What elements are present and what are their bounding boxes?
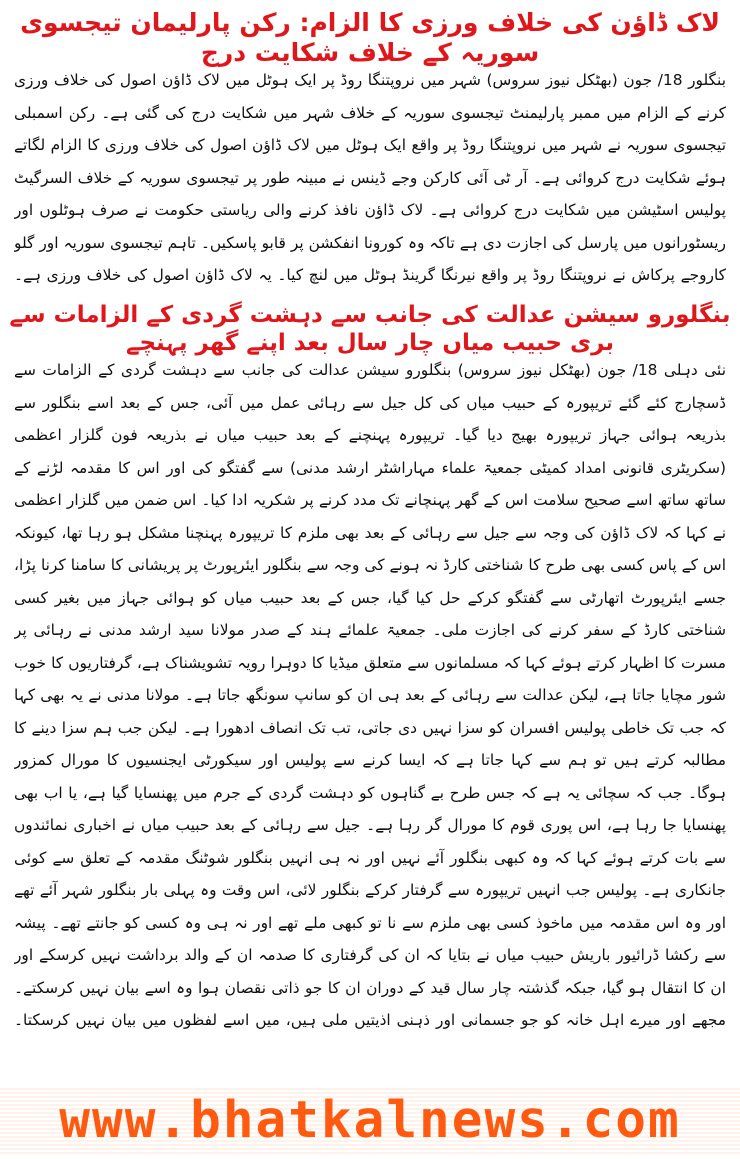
- article-2-headline: بنگلورو سیشن عدالت کی جانب سے دہشت گردی کے الزامات سے بری حبیب میاں چار سال بعد اپنے گھر پہنچے: [9, 302, 731, 356]
- article-2-body: نئی دہلی 18/ جون (بھٹکل نیوز سروس) بنگلورو سیشن عدالت کی جانب سے دہشت گردی کے الزامات سے ڈسچارج کئے گئے تریپورہ کے حبیب میاں کی کل جیل سے رہائی عمل میں آئی، جس کے بعد اسے بنگلور سے بذریعہ ہوائی جہاز تریپورہ بھیج دیا گیا۔ تریپورہ پہنچنے کے بعد حبیب میاں نے بذریعہ فون گلزار اعظمی (سکریٹری قانونی امداد کمیٹی جمعیۃ علماء مہاراشٹر ارشد مدنی) سے گفتگو کی اور اس کا مقدمہ لڑنے کے ساتھ ساتھ اسے صحیح سلامت اس کے گھر پہنچانے تک مدد کرنے پر شکریہ ادا کیا۔ اس ضمن میں گلزار اعظمی نے کہا کہ لاک ڈاؤن کی وجہ سے جیل سے رہائی کے بعد بھی ملزم کا تریپورہ پہنچنا مشکل ہو رہا تھا، کیونکہ اس کے پاس کسی بھی طرح کا شناختی کارڈ نہ ہونے کی وجہ سے بنگلور ایئرپورٹ پر پریشانی کا سامنا کرنا پڑا، جسے ایئرپورٹ اتھارٹی سے گفتگو کرکے حل کیا گیا، جس کے بعد حبیب میاں کو ہوائی جہاز میں بغیر کسی شناختی کارڈ کے سفر کرنے کی اجازت ملی۔ جمعیۃ علمائے ہند کے صدر مولانا سید ارشد مدنی نے رہائی پر مسرت کا اظہار کرتے ہوئے کہا کہ مسلمانوں سے متعلق میڈیا کا دوہرا رویہ تشویشناک ہے، گرفتاریوں کا خوب شور مچایا جاتا ہے، لیکن عدالت سے رہائی کے بعد ہی ان کو سانپ سونگھ جاتا ہے۔ مولانا مدنی نے یہ بھی کہا کہ جب تک خاطی پولیس افسران کو سزا نہیں دی جاتی، تب تک انصاف ادھورا ہے۔ لیکن جب ہم سزا دینے کا مطالبہ کرتے ہیں تو ہم سے کہا جاتا ہے کہ ایسا کرنے سے پولیس اور سیکورٹی ایجنسیوں کا مورال کمزور ہوگا۔ جب کہ سچائی یہ ہے کہ جس طرح بے گناہوں کو دہشت گردی کے جرم میں پھنسایا گیا ہے، یا اب بھی پھنسایا جا رہا ہے، اس پوری قوم کا مورال گر رہا ہے۔ جیل سے رہائی کے بعد حبیب میاں نے اخباری نمائندوں سے بات کرتے ہوئے کہا کہ وہ کبھی بنگلور آئے نہیں اور نہ ہی انہیں بنگلور شوٹنگ مقدمہ کے تعلق سے کوئی جانکاری ہے۔ پولیس جب انہیں تریپورہ سے گرفتار کرکے بنگلور لائی، اس وقت وہ پہلی بار بنگلور شہر آئے تھے اور وہ اس مقدمہ میں ماخوذ کسی بھی ملزم سے نا تو کبھی ملے تھے اور نہ ہی وہ کسی کو جانتے تھے۔ پیشہ سے رکشا ڈرائیور باریش حبیب میاں نے بتایا کہ ان کی گرفتاری کا صدمہ ان کے والد برداشت نہیں کرسکے اور ان کا انتقال ہو گیا، جبکہ گذشتہ چار سال قید کے دوران ان کا جو ذاتی نقصان ہوا وہ اسے بیان نہیں کرسکتے۔ مجھے اور میرے اہل خانہ کو جو جسمانی اور ذہنی اذیتیں ملی ہیں، میں اسے لفظوں میں بیان نہیں کرسکتا۔: [14, 361, 726, 1029]
- site-watermark: www.bhatkalnews.com: [0, 1086, 740, 1156]
- article-1-body: بنگلور 18/ جون (بھٹکل نیوز سروس) شہر میں نروپتنگا روڈ پر ایک ہوٹل میں لاک ڈاؤن اصول کی خلاف ورزی کرنے کے الزام میں ممبر پارلیمنٹ تیجسوی سوریہ کے خلاف شہر میں شکایت درج کی گئی ہے۔ رکن اسمبلی تیجسوی سوریہ نے شہر میں نروپتنگا روڈ پر واقع ایک ہوٹل میں لاک ڈاؤن اصول کی خلاف ورزی کا الزام لگاتے ہوئے شکایت درج کروائی ہے۔ آر ٹی آئی کارکن وجے ڈینس نے مبینہ طور پر تیجسوی سوریہ کے خلاف السرگیٹ پولیس اسٹیشن میں شکایت درج کروائی ہے۔ لاک ڈاؤن نافذ کرنے والی ریاستی حکومت نے صرف ہوٹلوں اور ریسٹورانوں میں پارسل کی اجازت دی ہے تاکہ وہ کورونا انفکشن پر قابو پاسکیں۔ تاہم تیجسوی سوریہ اور گلو کاروجے پرکاش نے نروپتنگا روڈ پر واقع نیرنگا گرینڈ ہوٹل میں لنچ کیا۔ یہ لاک ڈاؤن اصول کی خلاف ورزی ہے۔: [14, 71, 726, 284]
- article-1-headline: لاک ڈاؤن کی خلاف ورزی کا الزام: رکن پارلیمان تیجسوی سوریہ کے خلاف شکایت درج: [20, 8, 720, 67]
